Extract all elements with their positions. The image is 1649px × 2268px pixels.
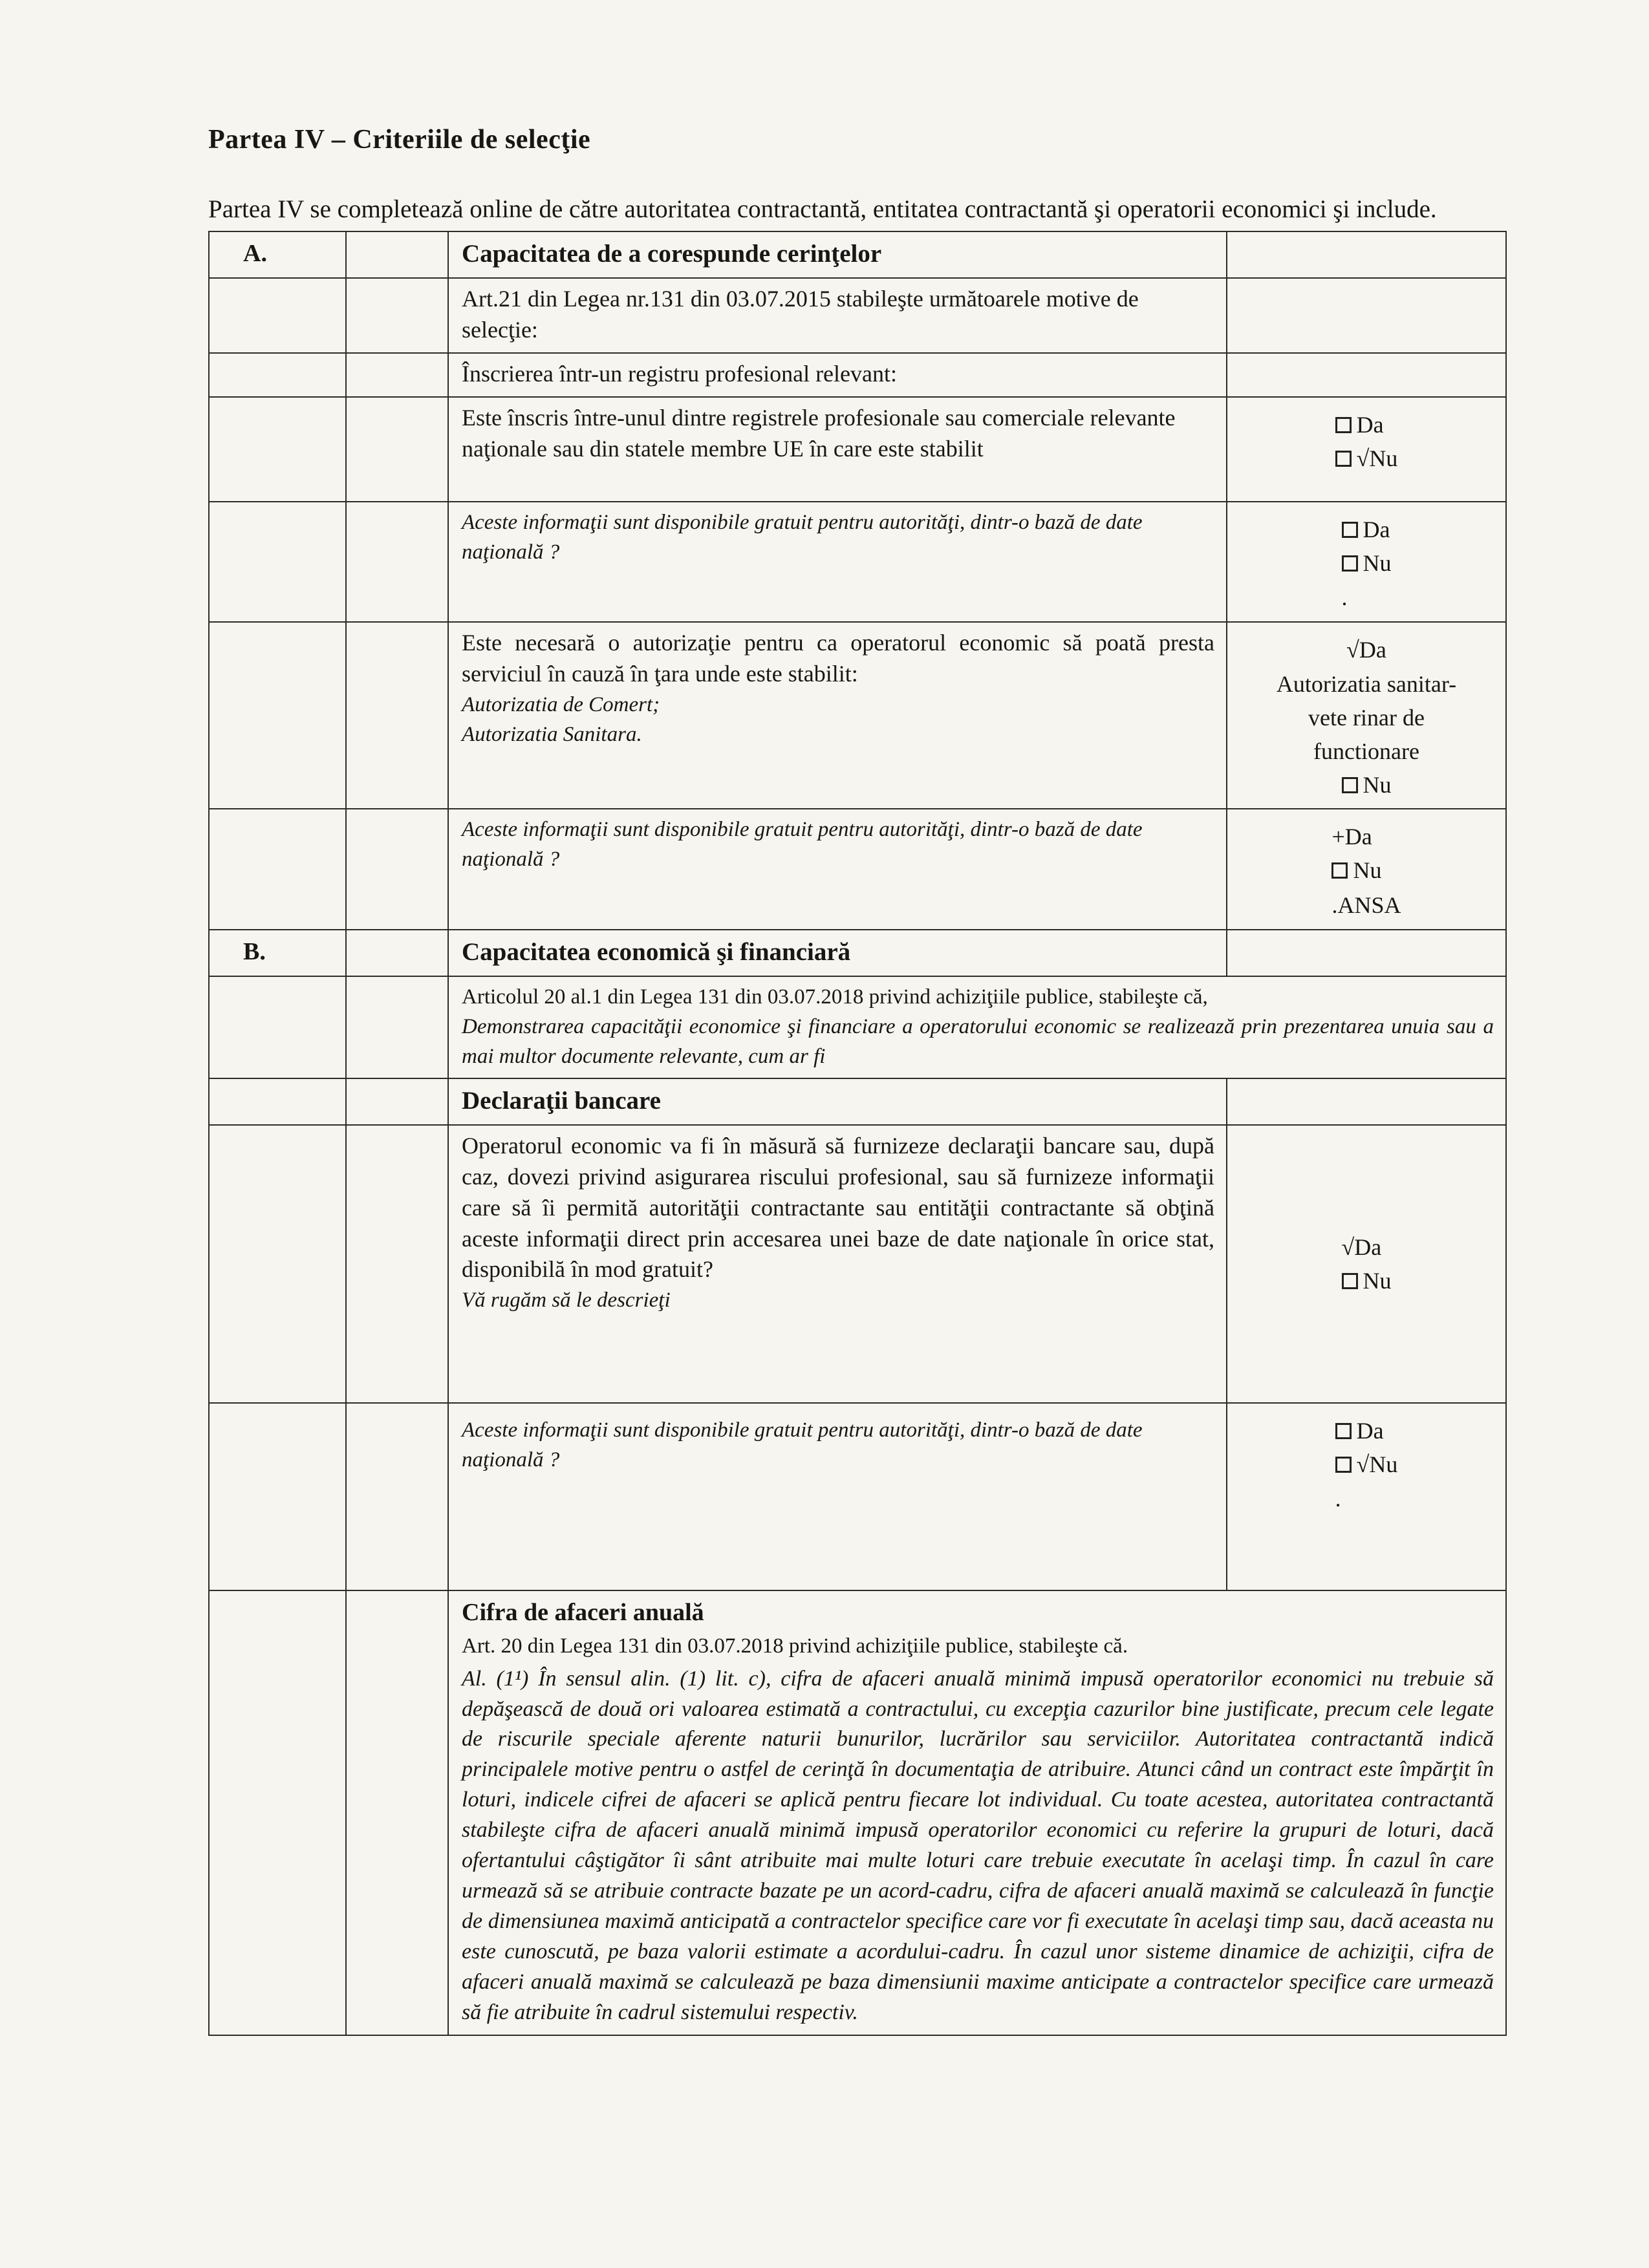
empty-cell: [1227, 930, 1506, 976]
table-row-info3: [209, 1403, 1506, 1590]
art21-text: Art.21 din Legea nr.131 din 03.07.2015 stabileşte următoarele motive de selecţie:: [448, 278, 1227, 353]
registru-answer-cell: [1227, 397, 1506, 502]
info2-answer-cell: [1227, 809, 1506, 929]
answer-nu-label: Nu: [1363, 550, 1392, 577]
art20-cell: [448, 976, 1506, 1079]
checkbox-icon: [1342, 1273, 1358, 1289]
empty-cell: [209, 1125, 346, 1403]
inscriere-text: Înscrierea într-un registru profesional relevant:: [448, 353, 1227, 397]
answer-nu-label: Nu: [1363, 1267, 1392, 1294]
answer-nu: [1335, 442, 1398, 475]
answer-note: .: [1341, 584, 1348, 611]
table-row-section-a-header: [209, 231, 1506, 278]
info1-text: Aceste informaţii sunt disponibile gratuit pentru autorităţi, dintr-o bază de date naţională ?: [448, 502, 1227, 622]
table-row-autorizatie: [209, 622, 1506, 809]
answer-nu: [1277, 768, 1456, 802]
empty-cell: [209, 1078, 346, 1125]
answer-da: +Da: [1331, 824, 1372, 850]
answer-nu-label: Nu: [1353, 857, 1382, 884]
answer-nu: [1342, 546, 1392, 580]
answer-da: [1335, 1414, 1398, 1448]
answer-nu: [1331, 853, 1401, 887]
checkbox-icon: [1342, 522, 1358, 538]
autorizatie-answer-cell: [1227, 622, 1506, 809]
empty-cell: [346, 278, 448, 353]
table-row-info1: [209, 502, 1506, 622]
declaratii-note: Vă rugăm să le descrieţi: [462, 1289, 671, 1312]
answer-nu-label: √Nu: [1356, 445, 1398, 472]
empty-cell: [1227, 1078, 1506, 1125]
autorizatie-cell: [448, 622, 1227, 809]
checkbox-icon: [1335, 417, 1352, 433]
autorizatie-comert: Autorizatia de Comert;: [462, 693, 660, 717]
empty-cell: [209, 353, 346, 397]
empty-cell: [209, 1403, 346, 1590]
empty-cell: [346, 1403, 448, 1590]
answer-da: [1342, 513, 1392, 546]
section-a-title: Capacitatea de a corespunde cerinţelor: [448, 231, 1227, 278]
declaratii-text: Operatorul economic va fi în măsură să furnizeze declaraţii bancare sau, după caz, dovezi privind asigurarea riscului profesional, sau să furnizeze informaţii care să îi permită autorităţii contractante sau entităţii contractante să obţină aceste informaţii direct prin accesarea unei baze de date naţionale în orice stat, disponibilă în mod gratuit?: [462, 1132, 1214, 1283]
empty-cell: [209, 397, 346, 502]
empty-cell: [346, 809, 448, 929]
empty-cell: [346, 502, 448, 622]
empty-cell: [1227, 231, 1506, 278]
empty-cell: [346, 1078, 448, 1125]
answer-note: .ANSA: [1331, 892, 1401, 918]
declaratii-title: Declaraţii bancare: [448, 1078, 1227, 1125]
table-row-cifra: [209, 1590, 1506, 2035]
table-row-section-b-header: [209, 930, 1506, 976]
empty-cell: [346, 1590, 448, 2035]
empty-cell: [346, 397, 448, 502]
table-row-info2: [209, 809, 1506, 929]
registru-text: Este înscris între-unul dintre registrele profesionale sau comerciale relevante naţionale sau din statele membre UE în care este stabilit: [448, 397, 1227, 502]
declaratii-cell: [448, 1125, 1227, 1403]
answer-nu: [1342, 1264, 1392, 1298]
answer-detail-line: Autorizatia sanitar-: [1276, 670, 1457, 697]
answer-da: √Da: [1341, 1234, 1382, 1260]
empty-cell: [346, 231, 448, 278]
answer-note: .: [1335, 1486, 1341, 1512]
checkbox-icon: [1342, 555, 1358, 572]
empty-cell: [346, 622, 448, 809]
empty-cell: [346, 1125, 448, 1403]
section-b-title: Capacitatea economică şi financiară: [448, 930, 1227, 976]
answer-detail-line: functionare: [1313, 738, 1419, 764]
answer-da: [1335, 408, 1398, 442]
answer-da-label: Da: [1356, 1417, 1384, 1444]
empty-cell: [1227, 278, 1506, 353]
answer-detail-line: vete rinar de: [1308, 704, 1425, 731]
page-title: Partea IV – Criteriile de selecţie: [208, 125, 591, 155]
info1-answer-cell: [1227, 502, 1506, 622]
art20-intro-text: Articolul 20 al.1 din Legea 131 din 03.07.2018 privind achiziţiile publice, stabileşte că,: [462, 985, 1208, 1009]
info3-text-inner: Aceste informaţii sunt disponibile gratuit pentru autorităţi, dintr-o bază de date naţională ?: [462, 1418, 1143, 1472]
empty-cell: [209, 809, 346, 929]
info2-text: Aceste informaţii sunt disponibile gratuit pentru autorităţi, dintr-o bază de date naţională ?: [448, 809, 1227, 929]
empty-cell: [209, 1590, 346, 2035]
empty-cell: [209, 502, 346, 622]
intro-paragraph: Partea IV se completează online de către autoritatea contractantă, entitatea contractantă şi operatorii economici şi include.: [208, 195, 1437, 223]
empty-cell: [209, 278, 346, 353]
empty-cell: [346, 353, 448, 397]
cifra-intro: Art. 20 din Legea 131 din 03.07.2018 privind achiziţiile publice, stabileşte că.: [462, 1634, 1128, 1658]
info3-answer-cell: [1227, 1403, 1506, 1590]
table-row-registru: [209, 397, 1506, 502]
autorizatie-sanitara: Autorizatia Sanitara.: [462, 723, 642, 747]
info3-text: [448, 1403, 1227, 1590]
section-a-label: A.: [209, 231, 346, 278]
answer-da: √Da: [1346, 637, 1386, 663]
answer-nu-label: √Nu: [1356, 1451, 1398, 1478]
table-row-declaratii: [209, 1125, 1506, 1403]
table-row-inscriere: [209, 353, 1506, 397]
checkbox-icon: [1342, 777, 1358, 793]
declaratii-answer-cell: [1227, 1125, 1506, 1403]
empty-cell: [346, 930, 448, 976]
cifra-cell: [448, 1590, 1506, 2035]
answer-da-label: Da: [1363, 516, 1390, 542]
cifra-body-text: Al. (1¹) În sensul alin. (1) lit. c), cifra de afaceri anuală minimă impusă operatorilor economici nu trebuie să depăşească de două ori valoarea estimată a contractului, cu excepţia cazurilor bine justificate, precum cele legate de riscurile speciale aferente naturii bunurilor, lucrărilor sau serviciilor. Autoritatea contractantă indică principalele motive pentru o astfel de cerinţă în documentaţia de atribuire. Atunci când un contract este împărţit în loturi, indicele cifrei de afaceri se aplică pentru fiecare lot individual. Cu toate acestea, autoritatea contractantă stabileşte cifra de afaceri anuală minimă impusă operatorilor economici cu referire la grupuri de loturi, dacă ofertantului câştigător îi sânt atribuite mai multe loturi care trebuie executate în acelaşi timp. În cazul în care urmează să se atribuie contracte bazate pe un acord-cadru, cifra de afaceri anuală maximă se calculează în funcţie de dimensiunea maximă anticipată a contractelor specifice care vor fi executate în acelaşi timp sau, dacă aceasta nu este cunoscută, pe baza valorii estimate a acordului-cadru. În cazul unor sisteme dinamice de achiziţii, cifra de afaceri anuală maximă se calculează pe baza dimensiunii maxime anticipate a contractelor specifice care urmează să fie atribuite în cadrul sistemului respectiv.: [462, 1666, 1494, 2024]
checkbox-icon: [1335, 451, 1352, 467]
table-row-art21: [209, 278, 1506, 353]
empty-cell: [209, 622, 346, 809]
empty-cell: [1227, 353, 1506, 397]
answer-nu-label: Nu: [1363, 772, 1392, 798]
empty-cell: [209, 976, 346, 1079]
answer-da-label: Da: [1356, 411, 1384, 438]
section-b-label: B.: [209, 930, 346, 976]
art20-italic-text: Demonstrarea capacităţii economice şi financiare a operatorului economic se realizează prin prezentarea unuia sau a mai multor documente relevante, cum ar fi: [462, 1014, 1494, 1068]
selection-criteria-table: [208, 231, 1507, 2035]
checkbox-icon: [1335, 1457, 1352, 1473]
empty-cell: [346, 976, 448, 1079]
checkbox-icon: [1331, 862, 1348, 879]
cifra-title: Cifra de afaceri anuală: [462, 1598, 704, 1626]
table-row-art20: [209, 976, 1506, 1079]
checkbox-icon: [1335, 1423, 1352, 1439]
table-row-declaratii-header: [209, 1078, 1506, 1125]
autorizatie-text: Este necesară o autorizaţie pentru ca operatorul economic să poată presta serviciul în cauză în ţara unde este stabilit:: [462, 630, 1214, 687]
answer-nu: [1335, 1448, 1398, 1481]
